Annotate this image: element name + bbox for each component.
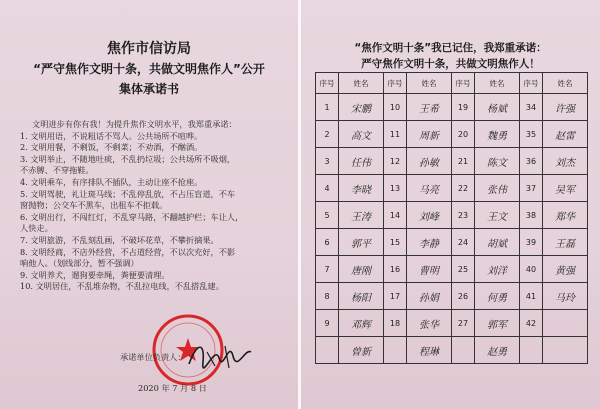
row-number: 21 <box>452 148 475 175</box>
row-number: 9 <box>316 310 339 337</box>
pledge-item: 4. 文明乘车，有序排队不插队，主动让座不抢座。 <box>20 176 203 187</box>
signature-name: 马玲 <box>543 283 588 310</box>
row-number <box>452 337 475 364</box>
signature-name: 周新 <box>407 121 452 148</box>
pledge-item: 窗抛物；公交车不黑车，出租车不拒载。 <box>20 200 168 211</box>
signature-name: 高文 <box>339 121 384 148</box>
row-number: 17 <box>384 283 407 310</box>
signature-name: 孙敏 <box>407 148 452 175</box>
signature-name: 何勇 <box>475 283 520 310</box>
pledge-title: “严守焦作文明十条，共做文明焦作人”公开 <box>33 62 265 76</box>
signature-name: 杨斌 <box>475 94 520 121</box>
row-number: 34 <box>520 94 543 121</box>
pledge-item: 3. 文明举止，不随地吐痰，不乱扔垃圾；公共场所不吸烟， <box>20 153 236 164</box>
pledge-item: 5. 文明驾驶，礼让斑马线；不乱停乱放，不占压盲道，不车 <box>20 188 236 199</box>
column-header: 序号 <box>384 73 407 94</box>
pledge-item: 2. 文明用餐，不剩饭，不剩菜；不劝酒，不酗酒。 <box>20 142 203 153</box>
row-number: 7 <box>316 256 339 283</box>
signature-name: 李晓 <box>339 175 384 202</box>
signature-name: 刘杰 <box>543 148 588 175</box>
row-number: 19 <box>452 94 475 121</box>
signature-name <box>543 337 588 364</box>
row-number: 4 <box>316 175 339 202</box>
signature-name: 曾新 <box>339 337 384 364</box>
signature-name: 王文 <box>475 202 520 229</box>
signature-name: 张伟 <box>475 175 520 202</box>
column-header: 序号 <box>316 73 339 94</box>
table-row <box>316 283 588 310</box>
table-row <box>316 310 588 337</box>
signature-name: 赵勇 <box>475 337 520 364</box>
row-number: 2 <box>316 121 339 148</box>
pledge-item: 7. 文明旅游，不乱刻乱画，不破坏花草，不攀折摘果。 <box>20 234 219 245</box>
table-row <box>316 202 588 229</box>
row-number: 3 <box>316 148 339 175</box>
pledge-subtitle: 集体承诺书 <box>118 82 179 96</box>
row-number: 27 <box>452 310 475 337</box>
table-row <box>316 94 588 121</box>
signature-name: 黄强 <box>543 256 588 283</box>
signature-name <box>543 310 588 337</box>
signature-name: 唐刚 <box>339 256 384 283</box>
signature-name: 任伟 <box>339 148 384 175</box>
signature-name: 郑华 <box>543 202 588 229</box>
row-number: 22 <box>452 175 475 202</box>
column-header: 序号 <box>520 73 543 94</box>
pledge-item: 不赤膊、不穿拖鞋。 <box>20 165 94 176</box>
row-number: 10 <box>384 94 407 121</box>
row-number <box>520 337 543 364</box>
pledge-item: 人快走。 <box>20 223 53 234</box>
signature-name: 李静 <box>407 229 452 256</box>
signature-name: 许强 <box>543 94 588 121</box>
signature-name: 胡斌 <box>475 229 520 256</box>
signature-name: 郭平 <box>339 229 384 256</box>
row-number: 13 <box>384 175 407 202</box>
pledge-body <box>20 119 284 293</box>
table-row <box>316 256 588 283</box>
signature-name: 邓辉 <box>339 310 384 337</box>
row-number: 20 <box>452 121 475 148</box>
signature-name: 宋鹏 <box>339 94 384 121</box>
row-number: 23 <box>452 202 475 229</box>
row-number: 16 <box>384 256 407 283</box>
table-header-row <box>316 73 588 94</box>
signature-name: 赵雷 <box>543 121 588 148</box>
column-header: 序号 <box>452 73 475 94</box>
signature-sheet-photo <box>301 0 600 409</box>
row-number <box>384 337 407 364</box>
row-number: 11 <box>384 121 407 148</box>
signing-date: 2020 年 7 月 8 日 <box>138 383 207 393</box>
column-header: 姓名 <box>339 73 384 94</box>
signature-name: 杨阳 <box>339 283 384 310</box>
column-header: 姓名 <box>407 73 452 94</box>
row-number: 40 <box>520 256 543 283</box>
row-number: 5 <box>316 202 339 229</box>
pledge-item: 8. 文明经商，不店外经营，不占道经营，不以次充好，不影 <box>20 246 236 257</box>
row-number: 25 <box>452 256 475 283</box>
signature-name: 刘峰 <box>407 202 452 229</box>
signature-name: 张华 <box>407 310 452 337</box>
row-number <box>316 337 339 364</box>
org-title: 焦作市信访局 <box>107 41 191 57</box>
row-number: 39 <box>520 229 543 256</box>
handwritten-signature <box>185 334 255 374</box>
signature-name: 郭军 <box>475 310 520 337</box>
row-number: 36 <box>520 148 543 175</box>
signature-name: 曹明 <box>407 256 452 283</box>
row-number: 38 <box>520 202 543 229</box>
row-number: 1 <box>316 94 339 121</box>
row-number: 41 <box>520 283 543 310</box>
signature-name: 刘洋 <box>475 256 520 283</box>
row-number: 15 <box>384 229 407 256</box>
signature-name: 程琳 <box>407 337 452 364</box>
pledge-item: 6. 文明出行，不闯红灯，不乱穿马路，不翻越护栏；车让人， <box>20 211 244 222</box>
row-number: 14 <box>384 202 407 229</box>
sheet-title: “焦作文明十条”我已记住，我郑重承诺： <box>354 42 547 54</box>
signature-name: 王希 <box>407 94 452 121</box>
table-row <box>316 148 588 175</box>
signature-name: 魏勇 <box>475 121 520 148</box>
signature-name: 马亮 <box>407 175 452 202</box>
pledge-item: 10. 文明居住，不乱堆杂物，不乱拉电线，不乱搭乱建。 <box>20 281 224 292</box>
sheet-subtitle: 严守焦作文明十条，共做文明焦作人！ <box>361 58 540 70</box>
row-number: 37 <box>520 175 543 202</box>
signer-label: 承诺单位负责人： <box>120 352 186 362</box>
pledge-item: 1. 文明用语，不说粗话不骂人。公共场所不喧哗。 <box>20 130 203 141</box>
signature-name: 王磊 <box>543 229 588 256</box>
row-number: 26 <box>452 283 475 310</box>
signature-name: 孙娟 <box>407 283 452 310</box>
pledge-intro: 文明进步有你有我！为提升焦作文明水平，我郑重承诺： <box>32 119 237 129</box>
table-row <box>316 175 588 202</box>
row-number: 35 <box>520 121 543 148</box>
pledge-letter-photo <box>0 0 298 409</box>
pledge-item: 响他人。（划线部分，暂不强调） <box>20 258 139 269</box>
row-number: 42 <box>520 310 543 337</box>
table-row <box>316 121 588 148</box>
signature-name: 吴军 <box>543 175 588 202</box>
row-number: 24 <box>452 229 475 256</box>
row-number: 8 <box>316 283 339 310</box>
signature-table <box>315 72 588 364</box>
row-number: 12 <box>384 148 407 175</box>
row-number: 18 <box>384 310 407 337</box>
signature-name: 王涛 <box>339 202 384 229</box>
signature-name: 陈文 <box>475 148 520 175</box>
table-row <box>316 229 588 256</box>
pledge-item: 9. 文明养犬，遛狗要牵绳，粪便要清理。 <box>20 269 170 280</box>
table-row <box>316 337 588 364</box>
row-number: 6 <box>316 229 339 256</box>
column-header: 姓名 <box>475 73 520 94</box>
column-header: 姓名 <box>543 73 588 94</box>
